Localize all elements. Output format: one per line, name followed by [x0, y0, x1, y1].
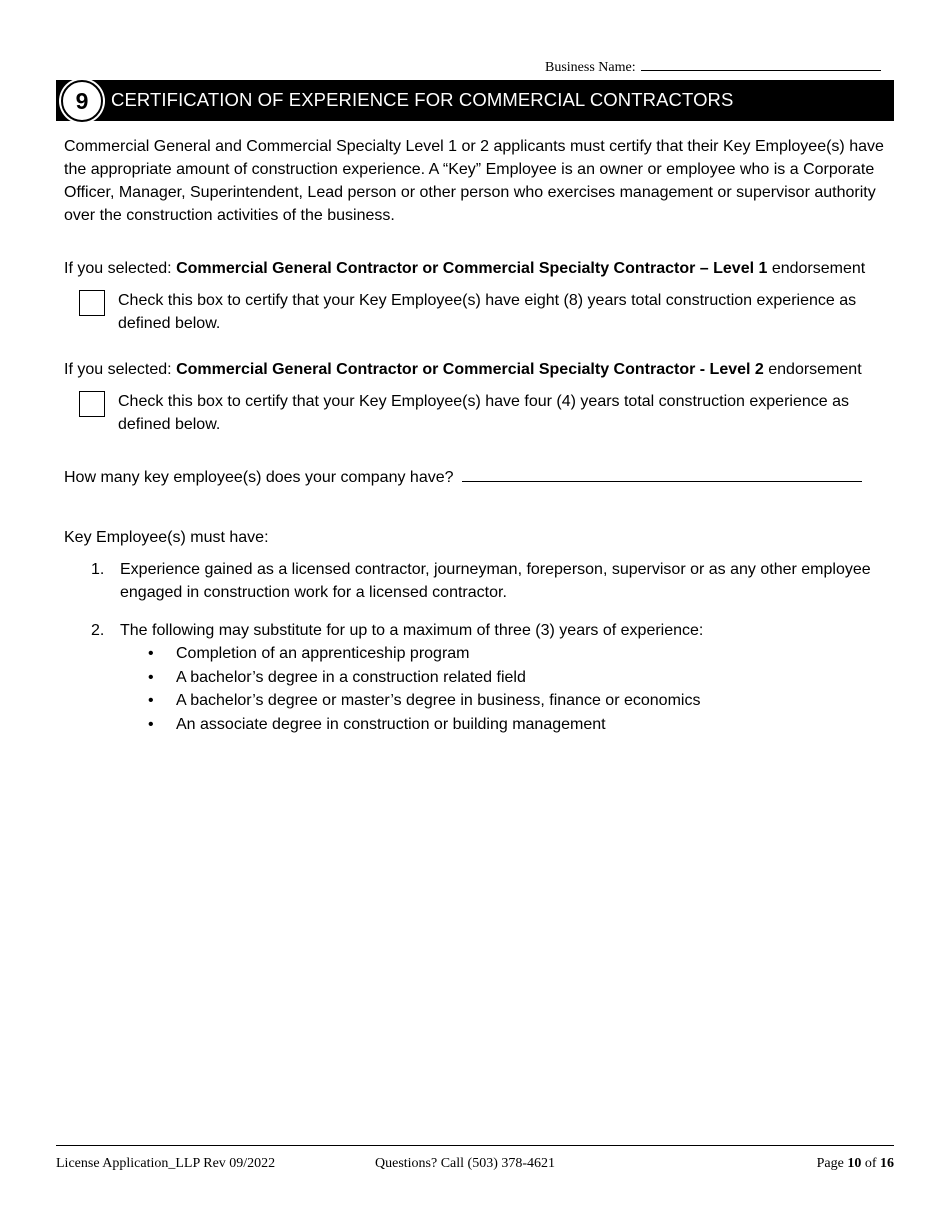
footer-form-id: License Application_LLP Rev 09/2022: [56, 1156, 276, 1171]
level2-prefix: If you selected:: [64, 361, 177, 378]
level1-checkbox-label: Check this box to certify that your Key Employee(s) have eight (8) years total construction experience as defined below.: [118, 292, 857, 332]
page-of: of: [861, 1156, 880, 1171]
level2-checkbox-label: Check this box to certify that your Key Employee(s) have four (4) years total construction experience as defined below.: [118, 393, 849, 433]
level2-checkbox[interactable]: [79, 391, 105, 417]
list-item: • A bachelor’s degree or master’s degree in business, finance or economics: [148, 689, 700, 713]
footer-page-number: [817, 1156, 894, 1172]
intro-paragraph: Commercial General and Commercial Specialty Level 1 or 2 applicants must certify that their Key Employee(s) have the appropriate amount of construction experience. A “Key” Employee is an owner or employee who is a Corporate Officer, Manager, Superintendent, Lead person or other person who exercises management or supervisor authority over the construction activities of the business.: [64, 138, 884, 224]
list-item: • An associate degree in construction or building management: [148, 713, 700, 737]
level1-endorsement: Commercial General Contractor or Commercial Specialty Contractor – Level 1: [176, 260, 768, 277]
page-current: 10: [847, 1156, 862, 1171]
requirement-item: Experience gained as a licensed contractor, journeyman, foreperson, supervisor or as any other employee engaged in construction work for a licensed contractor.: [120, 561, 871, 601]
key-employee-count-question: How many key employee(s) does your company have?: [64, 469, 454, 486]
requirement-number: 1.: [91, 561, 105, 578]
list-item: • A bachelor’s degree in a construction related field: [148, 666, 700, 690]
requirement-number: 2.: [91, 622, 105, 639]
level1-checkbox[interactable]: [79, 290, 105, 316]
requirement-item: The following may substitute for up to a maximum of three (3) years of experience:: [120, 622, 704, 639]
level1-instruction: [64, 257, 865, 280]
key-employee-count-field: [64, 466, 862, 489]
level2-endorsement: Commercial General Contractor or Commercial Specialty Contractor - Level 2: [176, 361, 764, 378]
page-total: 16: [880, 1156, 894, 1171]
footer-divider: [56, 1145, 894, 1146]
level1-prefix: If you selected:: [64, 260, 177, 277]
business-name-field: [545, 57, 881, 76]
key-employee-count-input[interactable]: [462, 467, 862, 482]
page-label: Page: [816, 1156, 848, 1171]
level1-suffix: endorsement: [767, 260, 866, 277]
level2-instruction: [64, 358, 862, 381]
list-item: • Completion of an apprenticeship program: [148, 642, 700, 666]
footer-questions: Questions? Call (503) 378-4621: [375, 1156, 556, 1171]
level2-suffix: endorsement: [763, 361, 862, 378]
section-title: CERTIFICATION OF EXPERIENCE FOR COMMERCIAL CONTRACTORS: [111, 89, 734, 110]
business-name-input[interactable]: [641, 57, 881, 71]
requirements-heading: Key Employee(s) must have:: [64, 529, 269, 546]
substitute-list: [148, 642, 700, 736]
business-name-label: Business Name:: [545, 60, 636, 75]
section-number-badge: 9: [61, 80, 103, 122]
